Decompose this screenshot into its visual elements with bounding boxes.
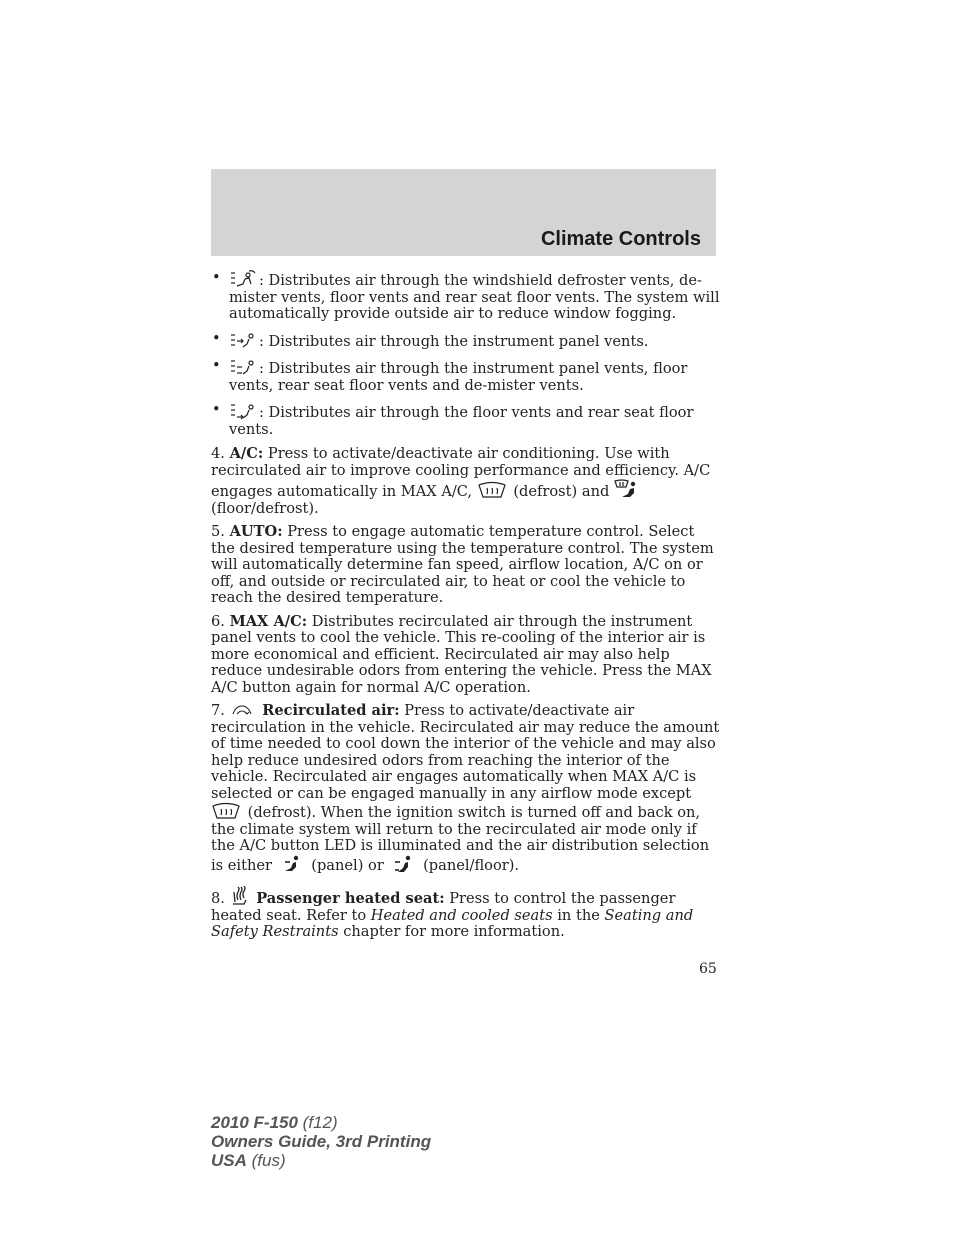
item-auto: 5. AUTO: Press to engage automatic temperature control. Select the desired temperature using the temperature control. The system will automatically determine fan speed, airflow location, A/C on or off, and outside or recirculated air, to heat or cool the vehicle to reach the desired temperature. (211, 523, 714, 606)
footer-line-1: 2010 F-150 (f12) (211, 1113, 338, 1132)
panel-floor-icon (394, 855, 412, 873)
floor-defrost-mode-icon (229, 270, 257, 288)
panel-icon (283, 855, 301, 873)
heated-seat-icon (230, 886, 250, 906)
footer-line-2: Owners Guide, 3rd Printing (211, 1132, 432, 1151)
floor-mode-icon (229, 402, 257, 420)
list-item: • : Distributes air through the instrument panel vents, floor vents, rear seat floor vents and de-mister vents. (212, 357, 688, 394)
list-item: • : Distributes air through the instrument panel vents. (212, 329, 649, 350)
page-title: Climate Controls (540, 228, 701, 250)
item-max-ac: 6. MAX A/C: Distributes recirculated air through the instrument panel vents to cool the vehicle. This re-cooling of the interior air is more economical and efficient. Recirculated air may also help reduce undesirable odors from entering the vehicle. Press the MAX A/C button again for normal A/C operation. (211, 612, 712, 696)
list-item: • : Distributes air through the floor vents and rear seat floor vents. (212, 401, 694, 438)
item-passenger-heated-seat: 8. Passenger heated seat: Press to control the passenger heated seat. Refer to Heated and cooled seats in the Seating and Safety Restraints chapter for more information. (211, 886, 721, 941)
recirculation-icon (232, 704, 252, 718)
footer (211, 1113, 431, 1170)
item-recirculated-air: 7. Recirculated air: Press to activate/deactivate air recirculation in the vehicle. Recirculated air may reduce the amount of time needed to cool down the interior of the vehicle and may also help reduce undesired odors from reaching the interior of the vehicle. Recirculated air engages automatically when MAX A/C is selected or can be engaged manually in any airflow mode except (defrost). When the ignition switch is turned off and back on, the climate system will return to the recirculated air mode only if the A/C button LED is illuminated and the air distribution selection is either (panel) or (panel/floor). (211, 702, 720, 874)
list-item: • : Distributes air through the windshield defroster vents, de-mister vents, floor vents and rear seat floor vents. The system will automatically provide outside air to reduce window fogging. (212, 269, 720, 322)
defrost-icon (477, 481, 507, 499)
page-number: 65 (699, 961, 717, 977)
panel-floor-mode-icon (229, 358, 257, 376)
item-ac: 4. A/C: Press to activate/deactivate air conditioning. Use with recirculated air to improve cooling performance and efficiency. A/C engages automatically in MAX A/C, (defrost) and (floor/defrost). (211, 445, 711, 517)
header-band (211, 169, 716, 256)
defrost-icon (211, 802, 241, 820)
page-content (211, 270, 721, 948)
footer-line-3: USA (fus) (211, 1151, 286, 1170)
floor-defrost-icon (614, 479, 638, 499)
panel-mode-icon (229, 331, 257, 349)
